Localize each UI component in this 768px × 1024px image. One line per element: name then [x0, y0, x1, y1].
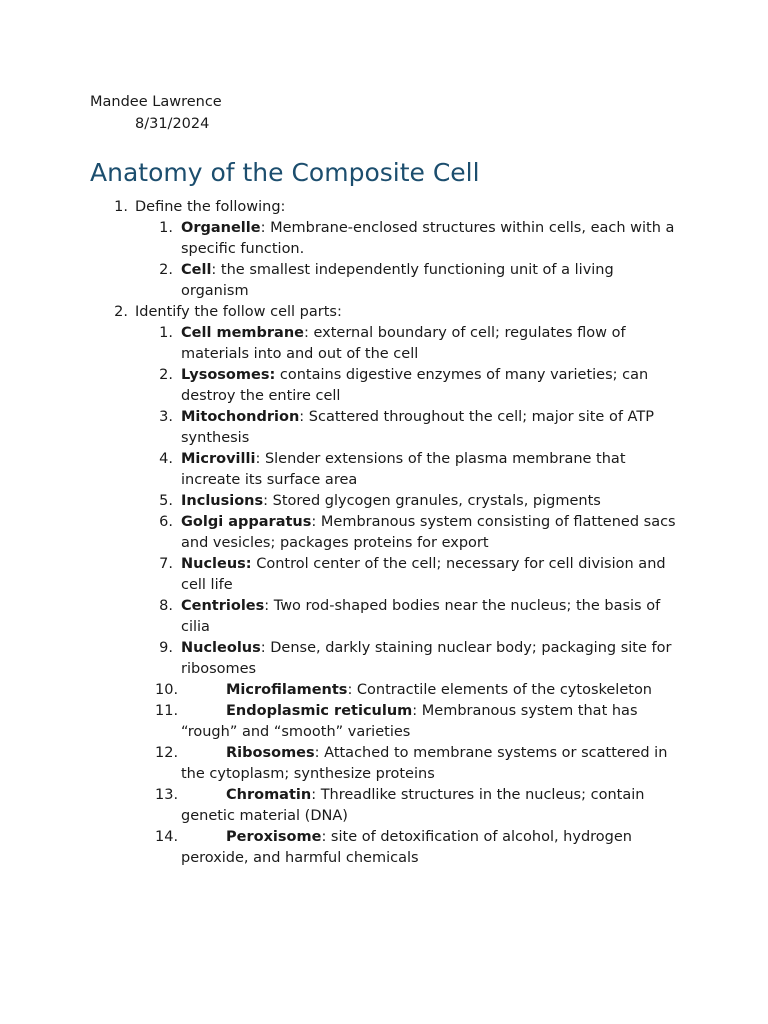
term: Microfilaments [226, 682, 348, 698]
list-item-text [181, 260, 677, 302]
definition: : the smallest independently functioning unit of a living organism [181, 262, 614, 299]
document-date: 8/31/2024 [135, 116, 210, 132]
list-item-text [181, 449, 677, 491]
section-label: Define the following: [135, 199, 286, 215]
list-number: 12. [155, 745, 179, 761]
list-item-text [181, 554, 677, 596]
list-item [0, 218, 768, 260]
term: Ribosomes [226, 745, 315, 761]
list-item [0, 302, 768, 323]
list-item [0, 512, 768, 554]
term: Cell [181, 262, 212, 278]
page-title: Anatomy of the Composite Cell [90, 158, 480, 187]
term: Organelle [181, 220, 261, 236]
list-number: 13. [155, 787, 179, 803]
list-item [0, 407, 768, 449]
list-item-text [181, 218, 677, 260]
definition: : Threadlike structures in the nucleus; contain genetic material (DNA) [181, 787, 645, 824]
list-number: 8. [159, 598, 173, 614]
term: Endoplasmic reticulum [226, 703, 413, 719]
definition: : external boundary of cell; regulates flow of materials into and out of the cell [181, 325, 626, 362]
list-item-text [181, 701, 677, 743]
term: Cell membrane [181, 325, 304, 341]
term: Chromatin [226, 787, 312, 803]
definition: contains digestive enzymes of many varieties; can destroy the entire cell [181, 367, 649, 404]
list-item [0, 785, 768, 827]
term: Centrioles [181, 598, 265, 614]
list-number: 4. [159, 451, 173, 467]
list-item [0, 596, 768, 638]
list-item-text [181, 512, 677, 554]
list-item-text [181, 596, 677, 638]
definition: : Dense, darkly staining nuclear body; packaging site for ribosomes [181, 640, 672, 677]
list-number: 7. [159, 556, 173, 572]
list-number: 1. [114, 199, 128, 215]
list-item [0, 701, 768, 743]
list-item-text [181, 365, 677, 407]
list-number: 9. [159, 640, 173, 656]
term: Mitochondrion [181, 409, 300, 425]
list-number: 11. [155, 703, 179, 719]
list-item [0, 197, 768, 218]
numbered-list [0, 197, 768, 869]
list-item [0, 554, 768, 596]
list-number: 1. [159, 325, 173, 341]
list-item-text [181, 827, 677, 869]
definition: : Membranous system that has “rough” and “smooth” varieties [181, 703, 638, 740]
list-number: 3. [159, 409, 173, 425]
definition: : Contractile elements of the cytoskeleton [347, 682, 653, 698]
definition: Control center of the cell; necessary for cell division and cell life [181, 556, 666, 593]
term: Peroxisome [226, 829, 322, 845]
term: Golgi apparatus [181, 514, 312, 530]
definition: : Scattered throughout the cell; major site of ATP synthesis [181, 409, 654, 446]
term: Nucleus: [181, 556, 252, 572]
list-number: 6. [159, 514, 173, 530]
list-item [0, 449, 768, 491]
list-item-text [181, 680, 677, 701]
term: Lysosomes: [181, 367, 276, 383]
list-number: 5. [159, 493, 173, 509]
list-number: 2. [159, 262, 173, 278]
list-item [0, 827, 768, 869]
definition: : Slender extensions of the plasma membrane that increate its surface area [181, 451, 626, 488]
author-name: Mandee Lawrence [90, 94, 222, 110]
list-number: 1. [159, 220, 173, 236]
list-item [0, 491, 768, 512]
list-item-text [181, 323, 677, 365]
term: Inclusions [181, 493, 264, 509]
list-item-text [181, 407, 677, 449]
list-item [0, 323, 768, 365]
definition: : Stored glycogen granules, crystals, pigments [263, 493, 601, 509]
term: Microvilli [181, 451, 256, 467]
definition: : Attached to membrane systems or scattered in the cytoplasm; synthesize proteins [181, 745, 668, 782]
list-item [0, 260, 768, 302]
list-item [0, 365, 768, 407]
list-item [0, 638, 768, 680]
list-item-text [181, 491, 677, 512]
definition: : Two rod-shaped bodies near the nucleus; the basis of cilia [181, 598, 661, 635]
definition: : site of detoxification of alcohol, hydrogen peroxide, and harmful chemicals [181, 829, 632, 866]
list-item-text [181, 785, 677, 827]
list-number: 10. [155, 682, 179, 698]
list-item-text [181, 638, 677, 680]
list-number: 2. [159, 367, 173, 383]
term: Nucleolus [181, 640, 261, 656]
list-number: 14. [155, 829, 179, 845]
list-item-text [181, 743, 677, 785]
list-item [0, 743, 768, 785]
definition: : Membrane-enclosed structures within cells, each with a specific function. [181, 220, 675, 257]
list-item [0, 680, 768, 701]
definition: : Membranous system consisting of flattened sacs and vesicles; packages proteins for export [181, 514, 676, 551]
section-label: Identify the follow cell parts: [135, 304, 342, 320]
list-number: 2. [114, 304, 128, 320]
